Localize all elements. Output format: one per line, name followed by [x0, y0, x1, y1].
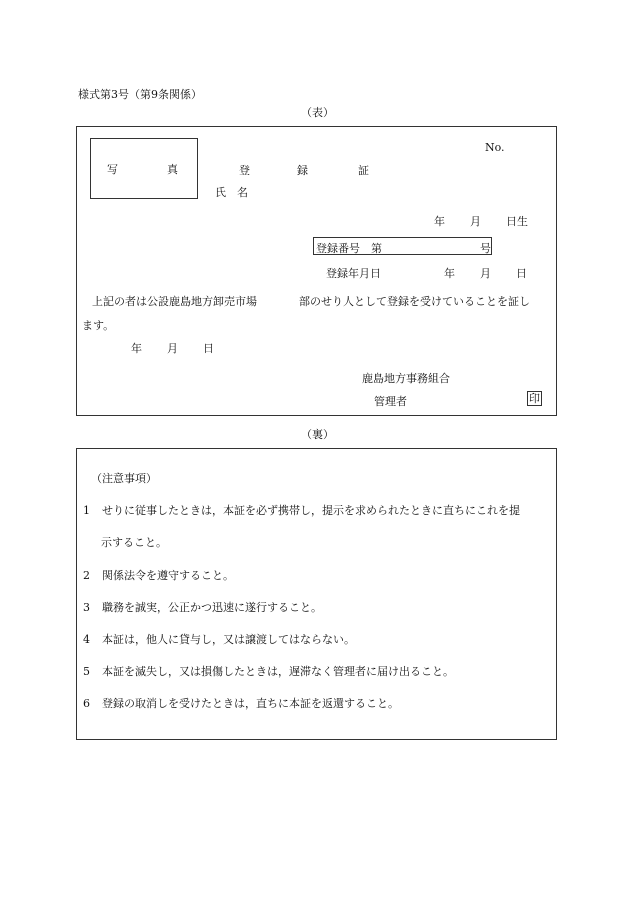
cert-title-char-1: 登 — [239, 164, 250, 177]
note-text: 関係法令を遵守すること。 — [102, 569, 234, 582]
notes-heading: （注意事項） — [91, 472, 157, 485]
form-title: 様式第3号（第9条関係） — [78, 88, 202, 101]
birth-month: 月 — [470, 215, 481, 228]
name-label: 氏 名 — [215, 186, 248, 199]
seal-stamp: 印 — [529, 392, 540, 405]
photo-label-1: 写 — [107, 163, 118, 176]
statement-line1-b: 部のせり人として登録を受けていることを証し — [299, 295, 530, 308]
reg-year: 年 — [444, 267, 455, 280]
reg-date-label: 登録年月日 — [326, 267, 381, 280]
back-section-label: （裏） — [301, 428, 334, 441]
note-number: 1 — [83, 504, 90, 517]
back-card — [76, 448, 557, 740]
reg-month: 月 — [480, 267, 491, 280]
note-item — [83, 502, 520, 518]
note-number: 4 — [83, 633, 90, 646]
note-text: 本証は，他人に貸与し，又は譲渡してはならない。 — [102, 633, 355, 646]
statement-line2: ます。 — [82, 319, 115, 332]
note-text: せりに従事したときは，本証を必ず携帯し，提示を求められたときに直ちにこれを提 — [102, 504, 520, 517]
issue-month: 月 — [167, 342, 178, 355]
manager-label: 管理者 — [374, 395, 407, 408]
organization-name: 鹿島地方事務組合 — [362, 372, 450, 385]
photo-label-2: 真 — [167, 163, 178, 176]
note-number: 6 — [83, 697, 90, 710]
note-item — [101, 534, 167, 550]
photo-box — [90, 138, 198, 199]
front-section-label: （表） — [301, 106, 334, 119]
note-item — [83, 567, 234, 583]
note-text: 示すること。 — [101, 536, 167, 549]
note-text: 本証を滅失し，又は損傷したときは，遅滞なく管理者に届け出ること。 — [102, 665, 454, 678]
birth-day: 日生 — [506, 215, 528, 228]
note-item — [83, 695, 399, 711]
note-text: 登録の取消しを受けたときは，直ちに本証を返還すること。 — [102, 697, 399, 710]
note-item — [83, 631, 355, 647]
reg-number-box — [313, 237, 492, 255]
issue-year: 年 — [131, 342, 142, 355]
note-text: 職務を誠実，公正かつ迅速に遂行すること。 — [102, 601, 322, 614]
note-item — [83, 663, 454, 679]
cert-title-char-2: 録 — [297, 164, 308, 177]
reg-number-suffix: 号 — [480, 242, 491, 255]
reg-day: 日 — [516, 267, 527, 280]
note-number: 5 — [83, 665, 90, 678]
number-label: No. — [485, 141, 505, 154]
reg-number-label: 登録番号 第 — [316, 242, 382, 255]
cert-title-char-3: 証 — [358, 164, 369, 177]
note-number: 2 — [83, 569, 90, 582]
note-number: 3 — [83, 601, 90, 614]
issue-day: 日 — [203, 342, 214, 355]
note-item — [83, 599, 322, 615]
front-card — [76, 126, 557, 416]
birth-year: 年 — [434, 215, 445, 228]
statement-line1-a: 上記の者は公設鹿島地方卸売市場 — [92, 295, 257, 308]
